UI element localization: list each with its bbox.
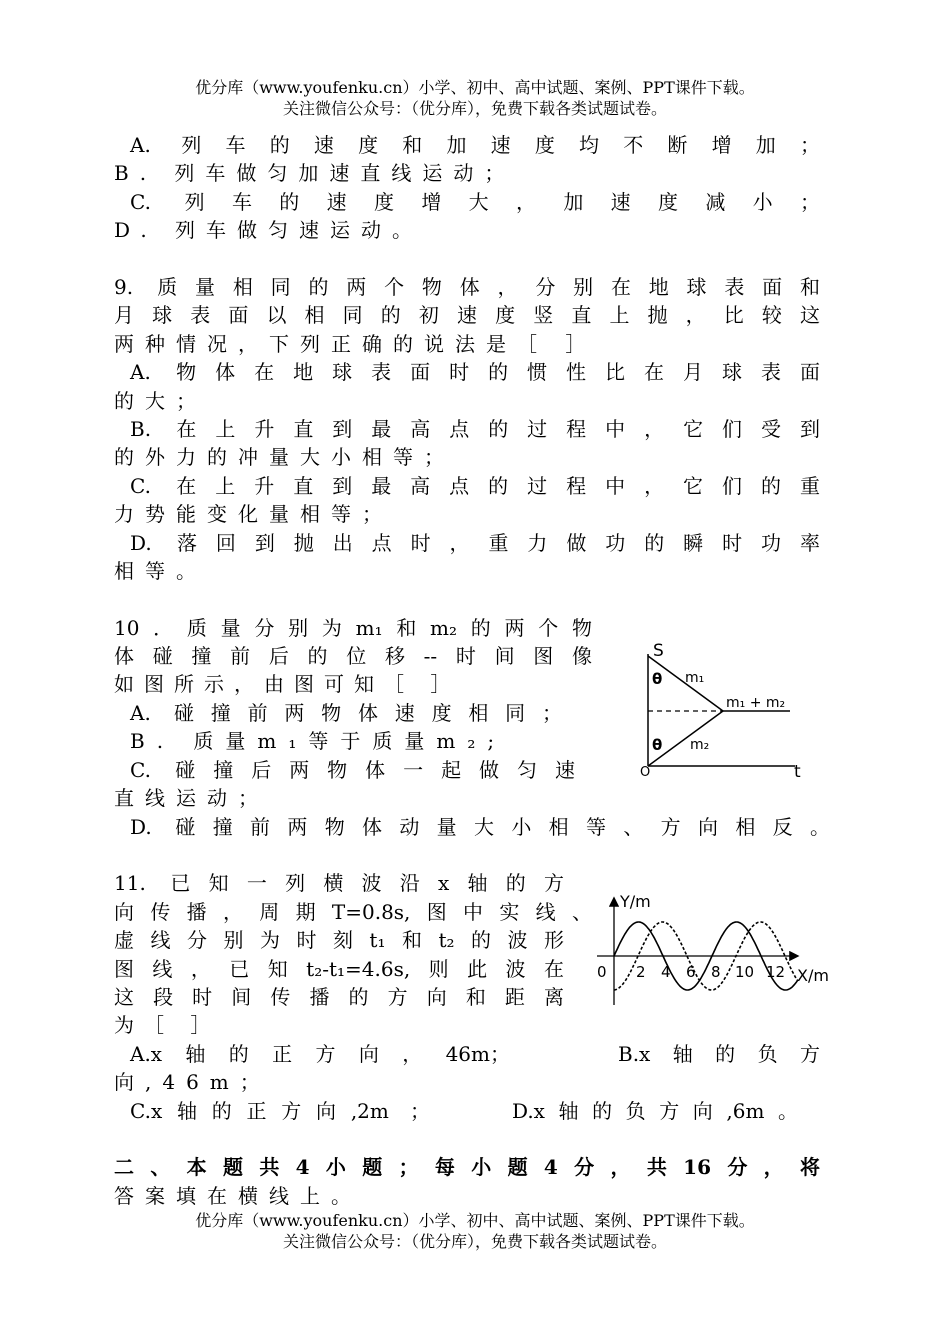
q11-option-a: A.x轴的正方向，46m； bbox=[130, 1042, 510, 1066]
q11-option-d: D.x轴的负方向,6m。 bbox=[512, 1099, 798, 1123]
q11-stem-line-5: 这段时间传播的方向和距离 bbox=[114, 985, 564, 1009]
q11-stem-line-3: 虚线分别为时刻t₁和t₂的波形 bbox=[114, 928, 564, 952]
header-line-1: 优分库（www.youfenku.cn）小学、初中、高中试题、案例、PPT课件下载。 bbox=[195, 78, 755, 97]
origin-label: O bbox=[640, 765, 651, 780]
q10-option-c-line-1: C. 碰撞后两物体一起做匀速 bbox=[130, 758, 575, 782]
combined-mass-label: m₁ + m₂ bbox=[726, 695, 786, 711]
x-tick-10: 10 bbox=[735, 963, 755, 981]
q8-option-c: C. 列车的速度增大，加速度减小； bbox=[130, 190, 820, 214]
q9-option-c-line-1: C. 在上升直到最高点的过程中，它们的重 bbox=[130, 474, 820, 498]
q8-option-a: A. 列车的速度和加速度均不断增加； bbox=[130, 133, 820, 157]
q11-stem-line-6: 为［ ］ bbox=[114, 1013, 221, 1037]
x-tick-4: 4 bbox=[661, 963, 671, 981]
theta-top-label: θ bbox=[652, 670, 663, 688]
m1-label: m₁ bbox=[685, 670, 705, 686]
q8-option-d: D. 列车做匀速运动。 bbox=[114, 218, 424, 242]
q11-stem-line-4: 图线，已知t₂-t₁=4.6s,则此波在 bbox=[114, 957, 564, 981]
header-line-2: 关注微信公众号：（优分库），免费下载各类试题试卷。 bbox=[282, 99, 667, 118]
q9-stem-line-1: 9. 质量相同的两个物体，分别在地球表面和 bbox=[114, 275, 820, 299]
q9-option-d-line-1: D. 落回到抛出点时，重力做功的瞬时功率 bbox=[130, 531, 820, 555]
q9-option-d-line-2: 相等。 bbox=[114, 559, 207, 583]
x-tick-0: 0 bbox=[597, 963, 607, 981]
q11-option-b: B.x轴的负方 bbox=[618, 1042, 820, 1066]
x-tick-6: 6 bbox=[686, 963, 696, 981]
section-2-heading-line-2: 答案填在横线上。 bbox=[114, 1184, 362, 1208]
x-tick-8: 8 bbox=[711, 963, 721, 981]
q10-option-b: B. 质量m₁等于质量m₂; bbox=[130, 729, 507, 753]
section-2-heading-line-1: 二、本题共4小题；每小题4分，共16分，将 bbox=[114, 1155, 820, 1179]
q9-option-a-line-2: 的大； bbox=[114, 389, 207, 413]
q10-stem-line-1: 10．质量分别为m₁和m₂的两个物 bbox=[114, 616, 592, 640]
q11-stem-line-2: 向传播，周期T=0.8s,图中实线、 bbox=[114, 900, 592, 924]
q11-option-c: C.x轴的正方向,2m ； bbox=[130, 1099, 430, 1123]
q11-option-b-line-2: 向,46m； bbox=[114, 1070, 271, 1094]
q9-option-c-line-2: 力势能变化量相等； bbox=[114, 502, 393, 526]
q10-option-a: A. 碰撞前两物体速度相同； bbox=[130, 701, 562, 725]
x-axis-label: X/m bbox=[797, 966, 829, 985]
q11-stem-line-1: 11. 已知一列横波沿x轴的方 bbox=[114, 871, 564, 895]
y-axis-label: Y/m bbox=[620, 892, 651, 911]
q8-option-b: B. 列车做匀加速直线运动； bbox=[114, 161, 516, 185]
q9-option-b-line-2: 的外力的冲量大小相等； bbox=[114, 445, 455, 469]
m2-label: m₂ bbox=[690, 737, 710, 753]
q11-wave-graph bbox=[592, 885, 842, 1010]
s-axis-label: S bbox=[653, 641, 664, 661]
q10-option-c-line-2: 直线运动； bbox=[114, 786, 269, 810]
q9-option-b-line-1: B. 在上升直到最高点的过程中，它们受到 bbox=[130, 417, 820, 441]
x-tick-2: 2 bbox=[636, 963, 646, 981]
theta-bottom-label: θ bbox=[652, 736, 663, 754]
footer-line-1: 优分库（www.youfenku.cn）小学、初中、高中试题、案例、PPT课件下载。 bbox=[195, 1211, 755, 1230]
q10-stem-line-2: 体碰撞前后的位移--时间图像 bbox=[114, 644, 592, 668]
q10-option-d: D. 碰撞前两物体动量大小相等、方向相反。 bbox=[130, 815, 830, 839]
footer-line-2: 关注微信公众号：（优分库），免费下载各类试题试卷。 bbox=[282, 1232, 667, 1251]
q9-stem-line-2: 月球表面以相同的初速度竖直上抛，比较这 bbox=[114, 303, 820, 327]
x-tick-12: 12 bbox=[766, 963, 786, 981]
q10-stem-line-3: 如图所示，由图可知［ ］ bbox=[114, 672, 461, 696]
t-axis-label: t bbox=[794, 762, 801, 780]
q9-stem-line-3: 两种情况，下列正确的说法是［ ］ bbox=[114, 332, 597, 356]
q9-option-a-line-1: A. 物体在地球表面时的惯性比在月球表面 bbox=[130, 360, 820, 384]
q10-displacement-time-graph bbox=[635, 640, 815, 780]
